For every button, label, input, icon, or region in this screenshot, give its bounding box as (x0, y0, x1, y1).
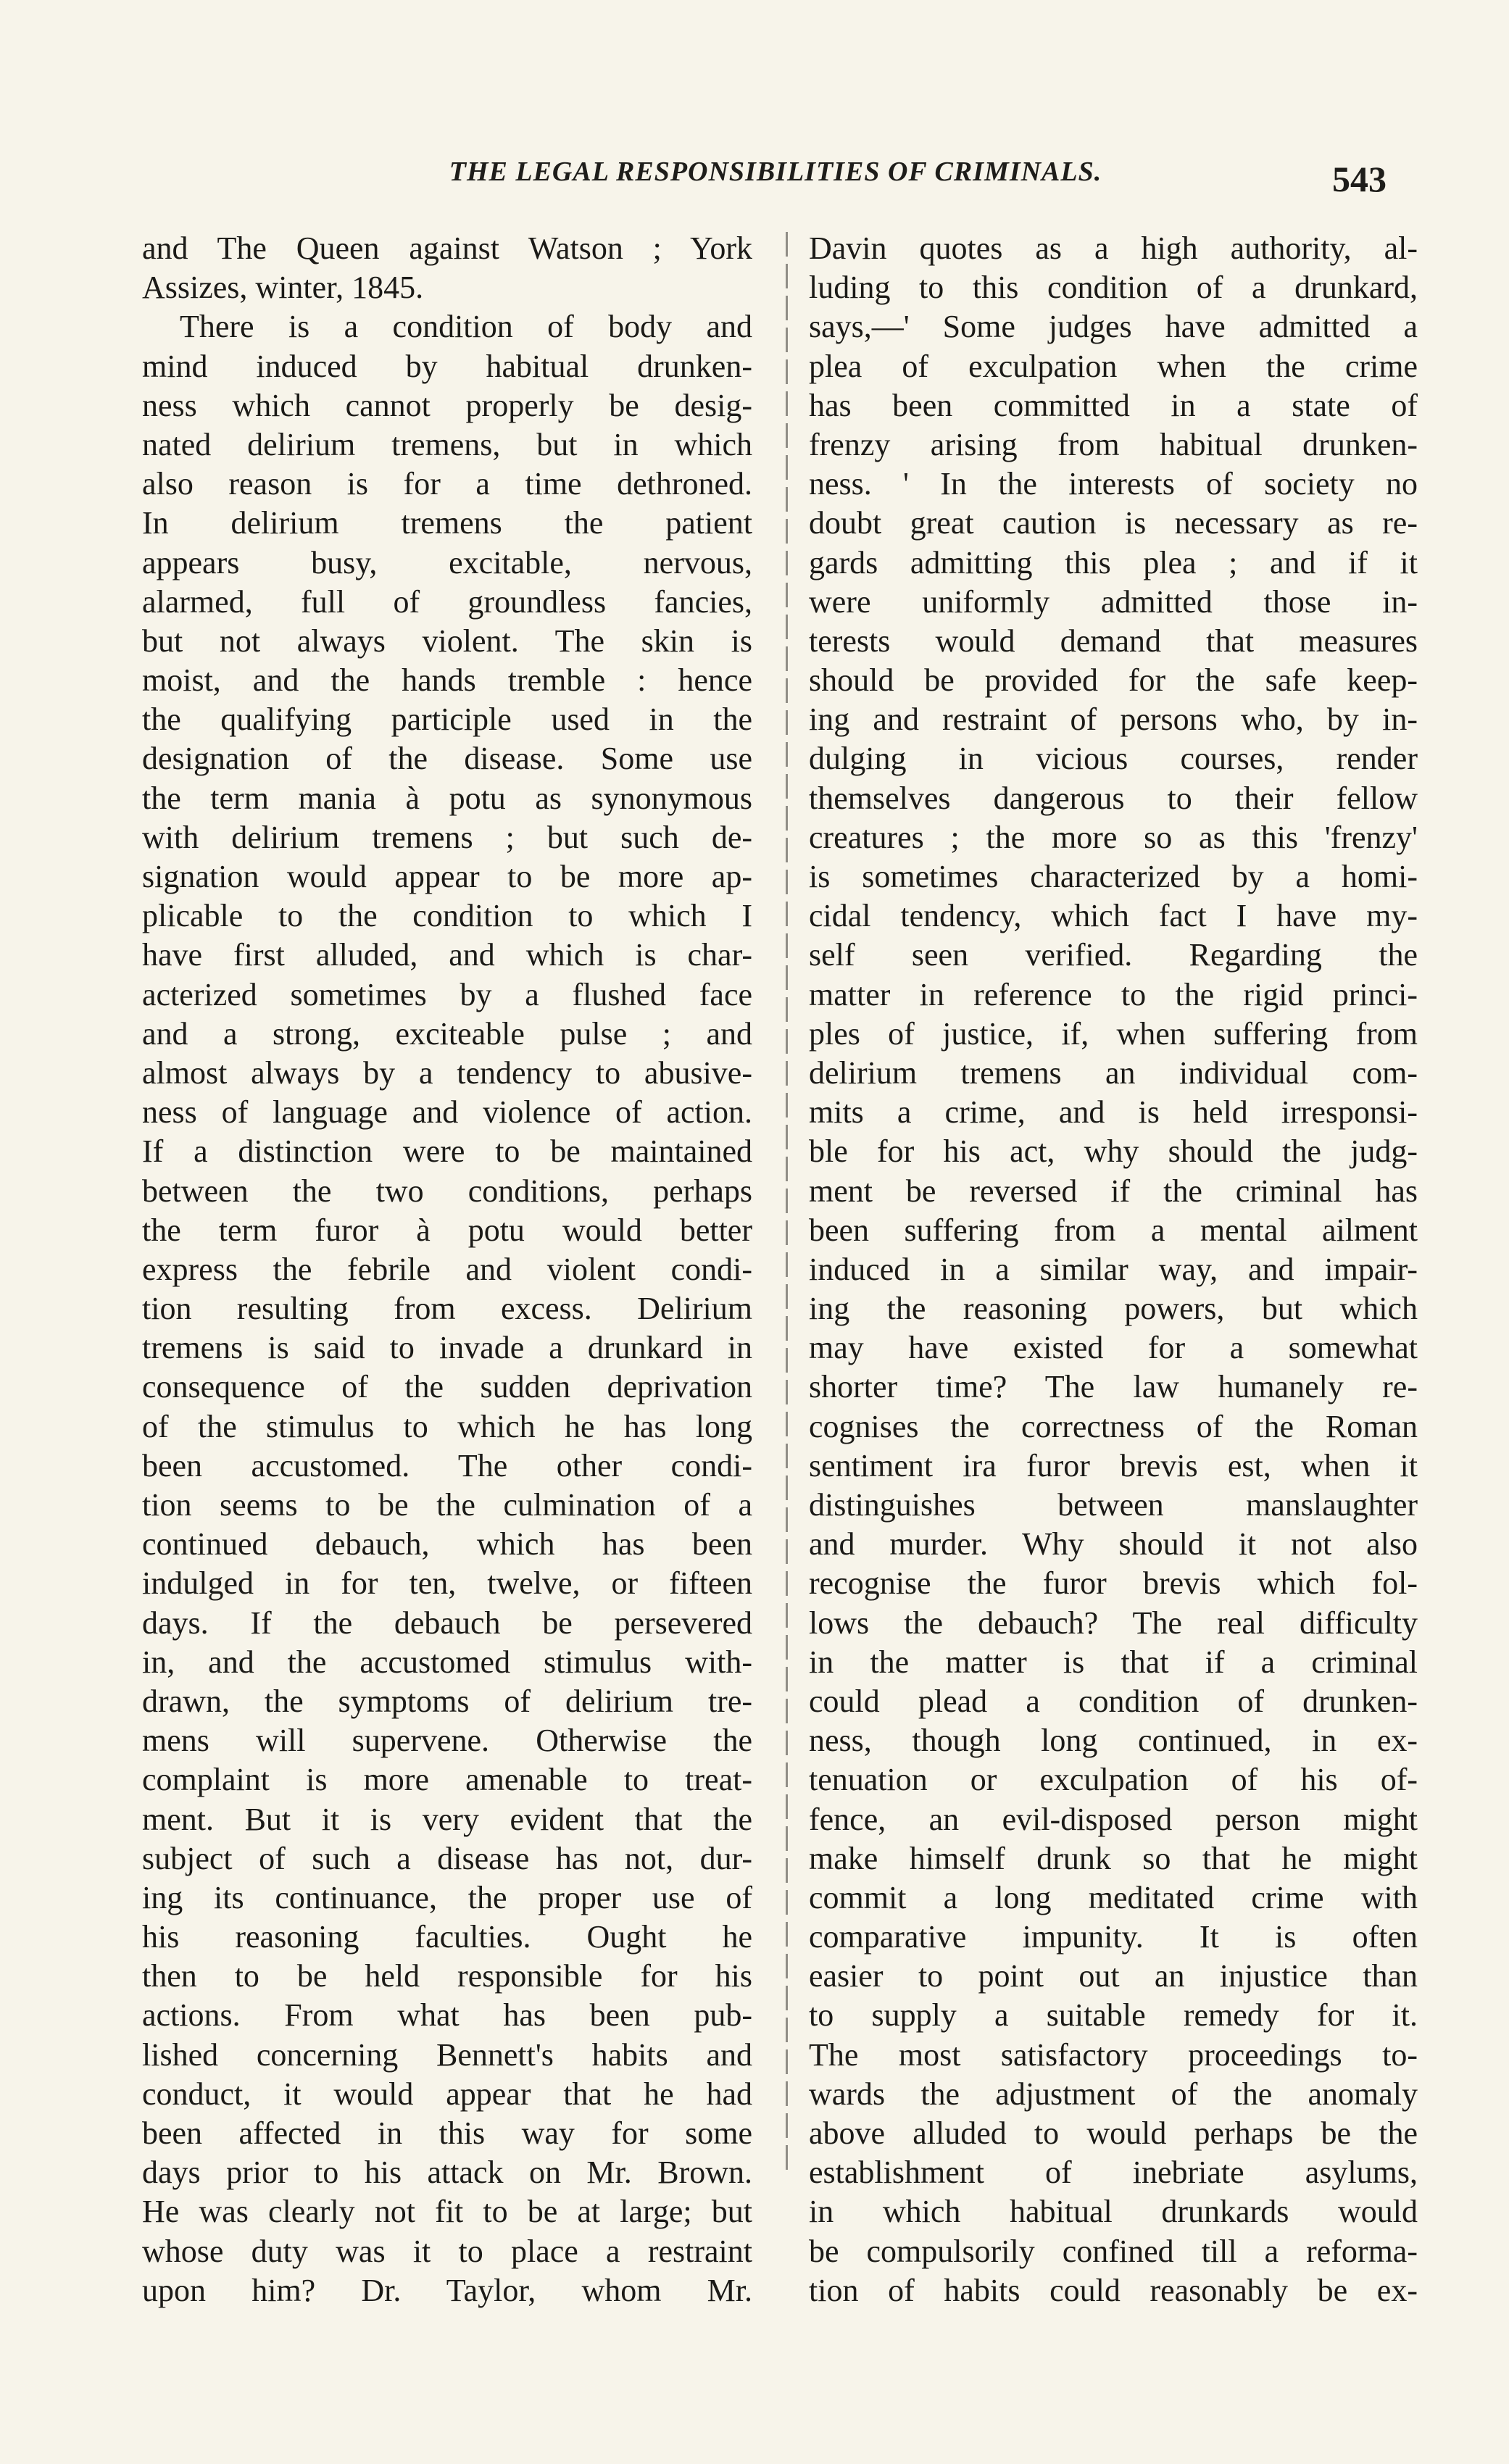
running-title: THE LEGAL RESPONSIBILITIES OF CRIMINALS. (449, 157, 1102, 187)
text-line: almost always by a tendency to abusive- (142, 1054, 752, 1091)
text-line: days. If the debauch be persevered (142, 1604, 752, 1641)
left-column (142, 229, 752, 2310)
text-line: commit a long meditated crime with (809, 1879, 1418, 1915)
text-line: may have existed for a somewhat (809, 1330, 1418, 1366)
text-line: says,—' Some judges have admitted a (809, 309, 1418, 345)
text-line: the term mania à potu as synonymous (142, 780, 752, 816)
text-line: whose duty was it to place a restraint (142, 2233, 752, 2269)
text-line: themselves dangerous to their fellow (809, 780, 1418, 816)
page-number: 543 (1332, 159, 1387, 199)
text-line: upon him? Dr. Taylor, whom Mr. (142, 2272, 752, 2308)
text-line: and a strong, exciteable pulse ; and (142, 1015, 752, 1052)
text-line: the term furor à potu would better (142, 1212, 752, 1248)
text-line: ness, though long continued, in ex- (809, 1723, 1418, 1759)
text-line: recognise the furor brevis which fol- (809, 1565, 1418, 1602)
text-line: ness which cannot properly be desig- (142, 387, 752, 423)
text-line: doubt great caution is necessary as re- (809, 505, 1418, 541)
text-line: signation would appear to be more ap- (142, 859, 752, 894)
text-line: ples of justice, if, when suffering from (809, 1015, 1418, 1052)
text-line: delirium tremens an individual com- (809, 1054, 1418, 1091)
text-line: then to be held responsible for his (142, 1958, 752, 1994)
text-line: is sometimes characterized by a homi- (809, 859, 1418, 894)
text-line: appears busy, excitable, nervous, (142, 544, 752, 580)
text-line: mits a crime, and is held irresponsi- (809, 1094, 1418, 1131)
text-line: induced in a similar way, and impair- (809, 1251, 1418, 1287)
text-line: self seen verified. Regarding the (809, 937, 1418, 973)
text-line: terests would demand that measures (809, 623, 1418, 659)
text-line: He was clearly not fit to be at large; but (142, 2194, 752, 2230)
text-line: mens will supervene. Otherwise the (142, 1723, 752, 1759)
text-line: distinguishes between manslaughter (809, 1487, 1418, 1523)
text-line: were uniformly admitted those in- (809, 583, 1418, 620)
text-line: have first alluded, and which is char- (142, 937, 752, 973)
text-line: been accustomed. The other condi- (142, 1447, 752, 1483)
text-line: tenuation or exculpation of his of- (809, 1762, 1418, 1798)
text-line: If a distinction were to be maintained (142, 1133, 752, 1170)
text-line: could plead a condition of drunken- (809, 1683, 1418, 1719)
text-line: tremens is said to invade a drunkard in (142, 1330, 752, 1366)
text-line: been affected in this way for some (142, 2115, 752, 2151)
text-line: but not always violent. The skin is (142, 623, 752, 659)
text-line: luding to this condition of a drunkard, (809, 270, 1418, 306)
text-line: acterized sometimes by a flushed face (142, 976, 752, 1012)
text-line: in, and the accustomed stimulus with- (142, 1644, 752, 1680)
text-line: days prior to his attack on Mr. Brown. (142, 2155, 752, 2191)
text-line: consequence of the sudden deprivation (142, 1369, 752, 1405)
text-line: has been committed in a state of (809, 387, 1418, 423)
text-line: also reason is for a time dethroned. (142, 466, 752, 502)
text-line: conduct, it would appear that he had (142, 2076, 752, 2112)
text-line: plicable to the condition to which I (142, 898, 752, 934)
text-line: gards admitting this plea ; and if it (809, 544, 1418, 580)
text-line: shorter time? The law humanely re- (809, 1369, 1418, 1405)
text-line: ing its continuance, the proper use of (142, 1879, 752, 1915)
text-line: ment be reversed if the criminal has (809, 1173, 1418, 1209)
text-line: ing the reasoning powers, but which (809, 1291, 1418, 1327)
text-line: The most satisfactory proceedings to- (809, 2036, 1418, 2073)
text-line: ness. ' In the interests of society no (809, 466, 1418, 502)
text-line: express the febrile and violent condi- (142, 1251, 752, 1287)
text-line: been suffering from a mental ailment (809, 1212, 1418, 1248)
text-line: cidal tendency, which fact I have my- (809, 898, 1418, 934)
text-line: of the stimulus to which he has long (142, 1408, 752, 1444)
text-line: continued debauch, which has been (142, 1526, 752, 1562)
text-line: ing and restraint of persons who, by in- (809, 702, 1418, 738)
text-line: actions. From what has been pub- (142, 1997, 752, 2034)
text-line: in which habitual drunkards would (809, 2194, 1418, 2230)
text-line: to supply a suitable remedy for it. (809, 1997, 1418, 2034)
text-line: indulged in for ten, twelve, or fifteen (142, 1565, 752, 1602)
text-line: nated delirium tremens, but in which (142, 426, 752, 462)
text-line: alarmed, full of groundless fancies, (142, 583, 752, 620)
text-line: ble for his act, why should the judg- (809, 1133, 1418, 1170)
text-line: be compulsorily confined till a reforma- (809, 2233, 1418, 2269)
text-line: ness of language and violence of action. (142, 1094, 752, 1131)
text-line: tion resulting from excess. Delirium (142, 1291, 752, 1327)
text-line: Davin quotes as a high authority, al- (809, 230, 1418, 266)
text-line: ment. But it is very evident that the (142, 1801, 752, 1837)
text-line: dulging in vicious courses, render (809, 741, 1418, 777)
text-line: between the two conditions, perhaps (142, 1173, 752, 1209)
text-line: with delirium tremens ; but such de- (142, 819, 752, 855)
text-line: establishment of inebriate asylums, (809, 2155, 1418, 2191)
text-line: designation of the disease. Some use (142, 741, 752, 777)
text-line: tion seems to be the culmination of a (142, 1487, 752, 1523)
text-line: and The Queen against Watson ; York (142, 230, 752, 266)
text-line: comparative impunity. It is often (809, 1919, 1418, 1955)
right-column (809, 229, 1418, 2310)
text-line: There is a condition of body and (180, 309, 752, 345)
text-line: creatures ; the more so as this 'frenzy' (809, 819, 1418, 855)
text-line: In delirium tremens the patient (142, 505, 752, 541)
text-line: sentiment ira furor brevis est, when it (809, 1447, 1418, 1483)
text-line: plea of exculpation when the crime (809, 348, 1418, 384)
text-line: tion of habits could reasonably be ex- (809, 2272, 1418, 2308)
text-line: moist, and the hands tremble : hence (142, 662, 752, 699)
text-line: should be provided for the safe keep- (809, 662, 1418, 699)
text-line: lows the debauch? The real difficulty (809, 1604, 1418, 1641)
text-line: cognises the correctness of the Roman (809, 1408, 1418, 1444)
text-line: and murder. Why should it not also (809, 1526, 1418, 1562)
text-line: matter in reference to the rigid princi- (809, 976, 1418, 1012)
text-line: mind induced by habitual drunken- (142, 348, 752, 384)
text-line: the qualifying participle used in the (142, 702, 752, 738)
text-line: in the matter is that if a criminal (809, 1644, 1418, 1680)
text-line: his reasoning faculties. Ought he (142, 1919, 752, 1955)
text-line: frenzy arising from habitual drunken- (809, 426, 1418, 462)
column-rule (786, 232, 788, 2174)
text-line: easier to point out an injustice than (809, 1958, 1418, 1994)
text-line: Assizes, winter, 1845. (142, 270, 424, 306)
text-line: above alluded to would perhaps be the (809, 2115, 1418, 2151)
text-line: make himself drunk so that he might (809, 1840, 1418, 1876)
text-line: complaint is more amenable to treat- (142, 1762, 752, 1798)
text-line: subject of such a disease has not, dur- (142, 1840, 752, 1876)
text-line: drawn, the symptoms of delirium tre- (142, 1683, 752, 1719)
text-line: fence, an evil-disposed person might (809, 1801, 1418, 1837)
text-line: wards the adjustment of the anomaly (809, 2076, 1418, 2112)
text-line: lished concerning Bennett's habits and (142, 2036, 752, 2073)
